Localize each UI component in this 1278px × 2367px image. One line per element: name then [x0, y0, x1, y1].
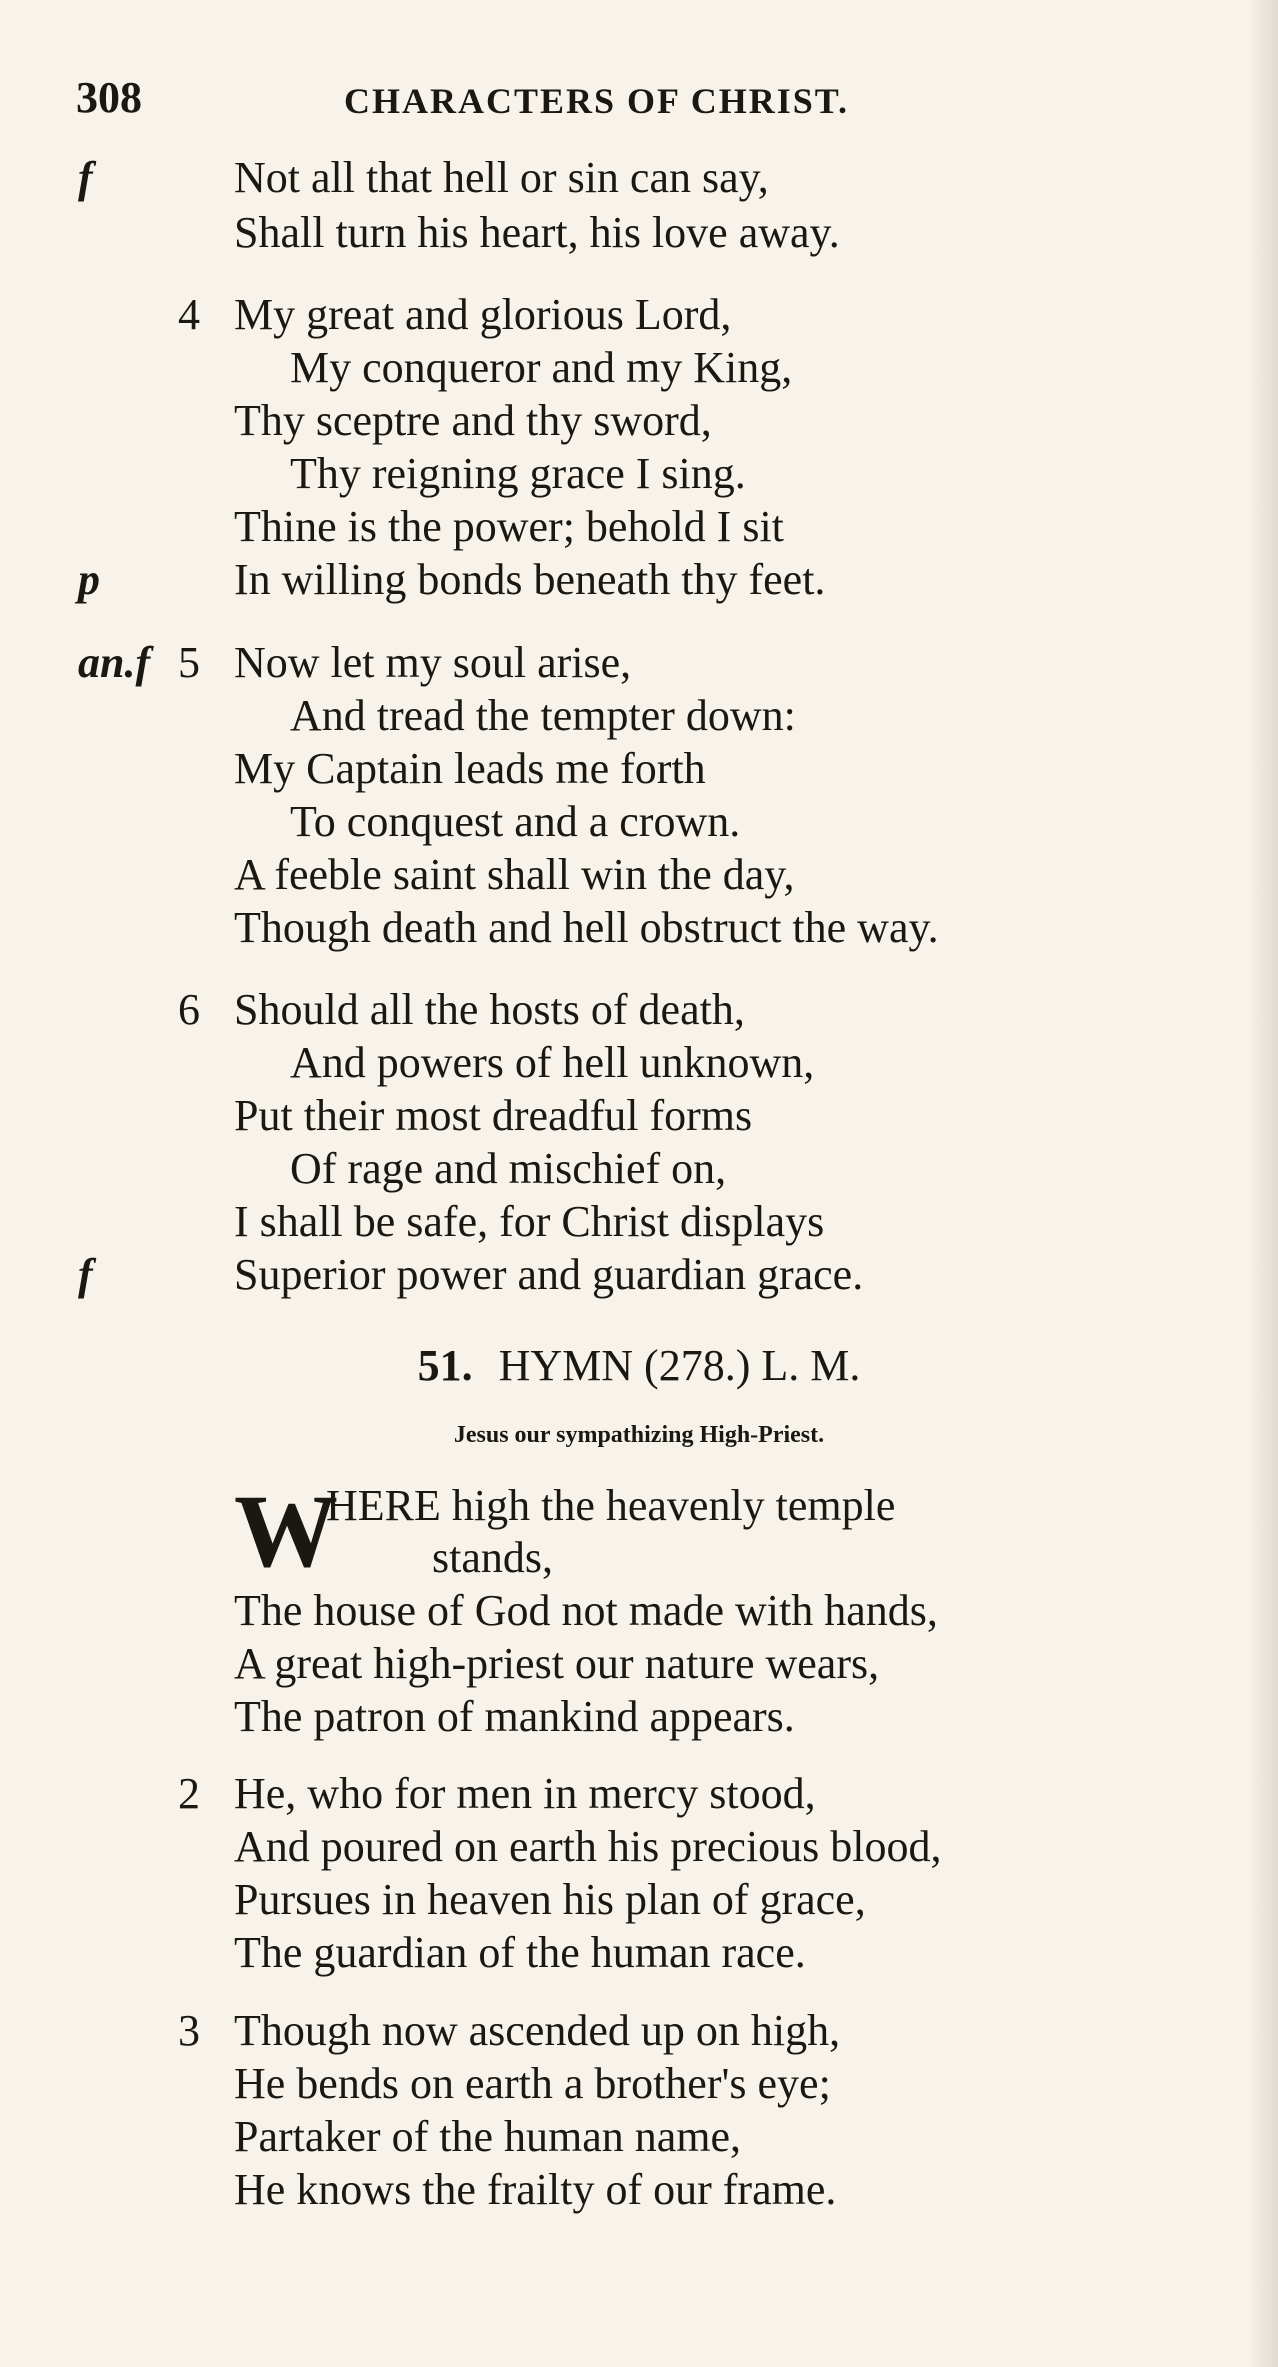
line-text: To conquest and a crown. [290, 797, 741, 846]
line-text: Thine is the power; behold I sit [234, 502, 784, 551]
hymn-subtitle: Jesus our sympathizing High-Priest. [453, 1422, 825, 1448]
line-text: The patron of mankind appears. [234, 1692, 795, 1741]
dynamic-mark: p [78, 555, 100, 604]
line-text: Put their most dreadful forms [234, 1091, 753, 1140]
line-text: And powers of hell unknown, [290, 1038, 815, 1087]
line-text: He knows the frailty of our frame. [234, 2165, 837, 2214]
line-text: Though death and hell obstruct the way. [234, 903, 939, 952]
line-text: Superior power and guardian grace. [234, 1250, 864, 1299]
verse-number: 3 [178, 2006, 200, 2055]
line-text: The house of God not made with hands, [234, 1586, 938, 1635]
line-text: Thy reigning grace I sing. [290, 449, 746, 498]
line-text: My great and glorious Lord, [234, 290, 732, 339]
line-text: Now let my soul arise, [234, 638, 632, 687]
line-text: Shall turn his heart, his love away. [234, 208, 840, 257]
line-text: My Captain leads me forth [234, 744, 706, 793]
line-text: Though now ascended up on high, [234, 2006, 841, 2055]
dynamic-mark: an.f [78, 638, 151, 687]
running-title: CHARACTERS OF CHRIST. [344, 81, 850, 121]
line-text: Should all the hosts of death, [234, 985, 745, 1034]
page-edge-shadow [1248, 0, 1278, 2367]
line-text: Partaker of the human name, [234, 2112, 742, 2161]
line-text: stands, [432, 1533, 553, 1582]
dynamic-mark: f [78, 153, 93, 202]
dynamic-mark: f [78, 1250, 93, 1299]
line-text: Not all that hell or sin can say, [234, 153, 769, 202]
line-text: A feeble saint shall win the day, [234, 850, 795, 899]
hymn-number: 51. [417, 1341, 473, 1390]
verse-number: 2 [178, 1769, 200, 1818]
verse-number: 5 [178, 638, 200, 687]
line-text: And tread the tempter down: [290, 691, 796, 740]
hymn-heading [0, 1340, 1278, 1391]
drop-cap: W [234, 1474, 338, 1589]
page-header [76, 72, 1218, 132]
hymn-title: HYMN (278.) L. M. [498, 1341, 861, 1390]
line-text: Of rage and mischief on, [290, 1144, 727, 1193]
verse-number: 6 [178, 985, 200, 1034]
line-text: And poured on earth his precious blood, [234, 1822, 942, 1871]
line-text: The guardian of the human race. [234, 1928, 806, 1977]
verse-number: 4 [178, 290, 200, 339]
line-text: Thy sceptre and thy sword, [234, 396, 712, 445]
line-text: In willing bonds beneath thy feet. [234, 555, 826, 604]
line-text: HERE high the heavenly temple [326, 1481, 896, 1530]
line-text: Pursues in heaven his plan of grace, [234, 1875, 866, 1924]
line-text: A great high-priest our nature wears, [234, 1639, 880, 1688]
line-text: He bends on earth a brother's eye; [234, 2059, 831, 2108]
line-text: He, who for men in mercy stood, [234, 1769, 816, 1818]
line-text: My conqueror and my King, [290, 343, 793, 392]
line-text: I shall be safe, for Christ displays [234, 1197, 825, 1246]
page-number: 308 [76, 73, 142, 122]
